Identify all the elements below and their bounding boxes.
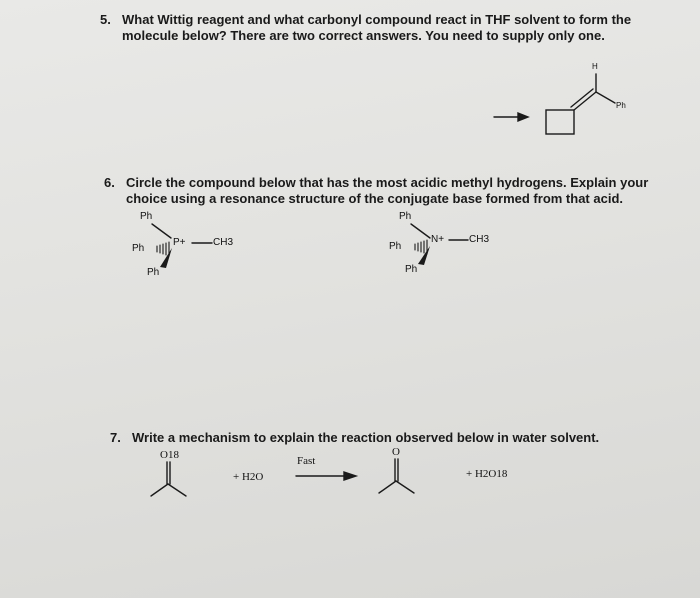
q7-reactant-structure <box>151 462 186 496</box>
question-6-line-2: choice using a resonance structure of the conjugate base formed from that acid. <box>126 191 623 206</box>
ammonium-center-atom: N+ <box>431 234 445 245</box>
q7-arrow-label: Fast <box>297 455 316 467</box>
question-5-line-2: molecule below? There are two correct answers. You need to supply only one. <box>122 28 605 43</box>
question-5-number: 5. <box>100 12 111 27</box>
q5-hydrogen-label: H <box>592 62 598 71</box>
question-6-line-1: Circle the compound below that has the most acidic methyl hydrogens. Explain your <box>126 175 649 190</box>
ammonium-methyl: CH3 <box>469 234 490 245</box>
phosphonium-ph-bottom: Ph <box>147 267 160 278</box>
q7-byproduct: + H2O18 <box>466 468 508 480</box>
ammonium-ph-top: Ph <box>399 211 412 222</box>
q7-product-oxygen: O <box>392 446 400 458</box>
question-6-number: 6. <box>104 175 115 190</box>
question-5-line-1: What Wittig reagent and what carbonyl compound react in THF solvent to form the <box>122 12 632 27</box>
q7-product-structure <box>379 459 414 493</box>
q5-phenyl-label: Ph <box>616 101 626 110</box>
phosphonium-methyl: CH3 <box>213 237 234 248</box>
ammonium-ph-bottom: Ph <box>405 264 418 275</box>
q7-reactant-oxygen: O18 <box>160 449 179 461</box>
q5-reaction-arrow <box>494 113 528 121</box>
phosphonium-ph-top: Ph <box>140 211 153 222</box>
q7-reaction-arrow <box>296 472 356 480</box>
question-7-line-1: Write a mechanism to explain the reaction observed below in water solvent. <box>132 430 600 445</box>
phosphonium-ph-left: Ph <box>132 243 145 254</box>
q5-alkene-product <box>546 74 615 134</box>
ammonium-ph-left: Ph <box>389 241 402 252</box>
phosphonium-center-atom: P+ <box>173 237 186 248</box>
question-7-number: 7. <box>110 430 121 445</box>
q7-water-reagent: + H2O <box>233 471 264 483</box>
